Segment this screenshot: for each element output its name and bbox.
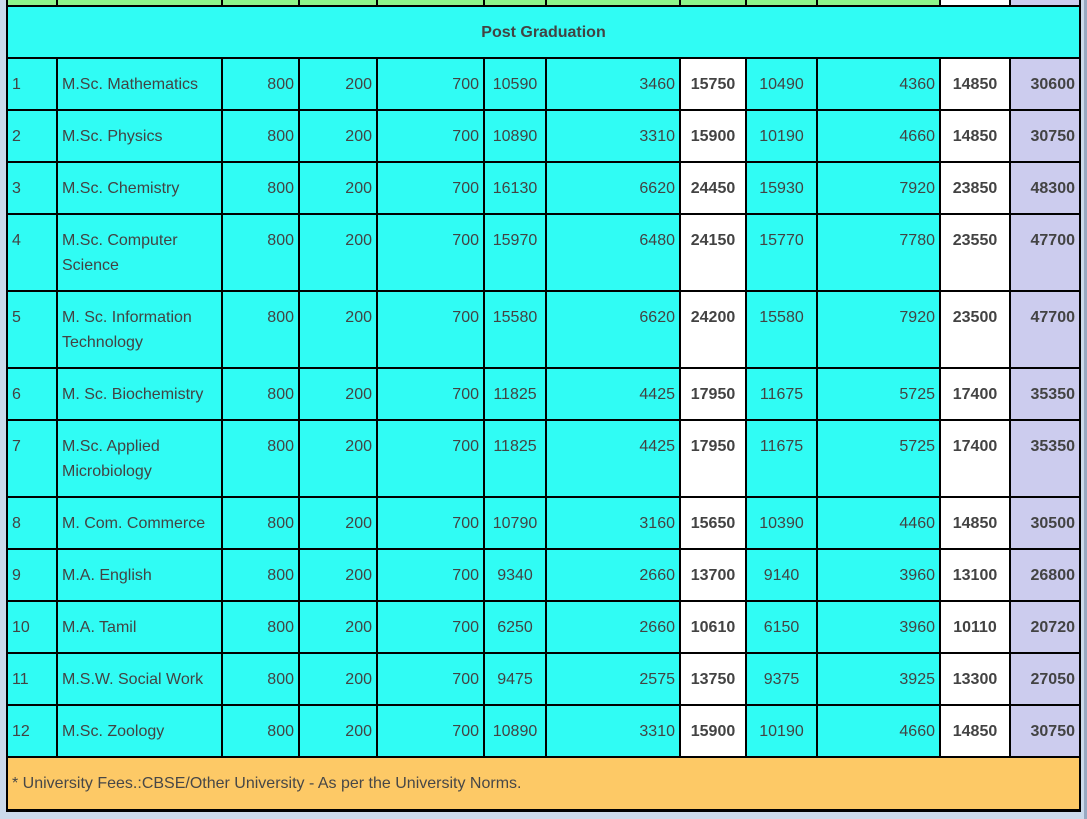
fee-value: 10890 [484,110,546,162]
fee-value: 200 [299,214,377,291]
fee-value: 15930 [746,162,817,214]
semester-total: 17950 [680,420,746,497]
serial-number: 1 [7,58,57,110]
table-foot [7,757,1080,811]
table-row [7,291,1080,368]
table-body [7,58,1080,757]
semester-total: 17400 [940,368,1010,420]
semester-total: 17950 [680,368,746,420]
fee-value: 200 [299,705,377,757]
fee-value: 10190 [746,110,817,162]
course-name: M. Sc. Biochemistry [57,368,222,420]
semester-total: 24450 [680,162,746,214]
fee-value: 700 [377,653,484,705]
semester-total: 15900 [680,705,746,757]
course-name: M.Sc. Computer Science [57,214,222,291]
fee-value: 4660 [817,110,940,162]
fee-value: 4460 [817,497,940,549]
table-row [7,549,1080,601]
table-row [7,162,1080,214]
fee-value: 700 [377,162,484,214]
course-name: M.A. English [57,549,222,601]
section-title: Post Graduation [7,6,1080,58]
fee-value: 15580 [484,291,546,368]
serial-number: 6 [7,368,57,420]
post-graduation-fees-table [6,0,1081,812]
fee-value: 6480 [546,214,680,291]
fee-value: 10790 [484,497,546,549]
fee-value: 10890 [484,705,546,757]
fee-value: 10490 [746,58,817,110]
grand-total: 35350 [1010,368,1080,420]
semester-total: 24150 [680,214,746,291]
fee-value: 700 [377,420,484,497]
footer-note: * University Fees.:CBSE/Other University - As per the University Norms. [7,757,1080,811]
fee-value: 6620 [546,162,680,214]
table-head [7,0,1080,58]
serial-number: 11 [7,653,57,705]
fee-value: 800 [222,291,299,368]
fee-value: 9475 [484,653,546,705]
grand-total: 20720 [1010,601,1080,653]
fee-value: 3960 [817,601,940,653]
fee-value: 11675 [746,368,817,420]
fee-value: 200 [299,58,377,110]
semester-total: 15750 [680,58,746,110]
table-row [7,214,1080,291]
semester-total: 23850 [940,162,1010,214]
semester-total: 23500 [940,291,1010,368]
fee-value: 800 [222,162,299,214]
table-row [7,58,1080,110]
fee-value: 4660 [817,705,940,757]
grand-total: 48300 [1010,162,1080,214]
semester-total: 17400 [940,420,1010,497]
fee-value: 700 [377,291,484,368]
fee-value: 3925 [817,653,940,705]
semester-total: 14850 [940,497,1010,549]
table-row [7,601,1080,653]
fee-value: 700 [377,58,484,110]
semester-total: 15650 [680,497,746,549]
fee-value: 200 [299,653,377,705]
grand-total: 47700 [1010,291,1080,368]
fee-value: 4360 [817,58,940,110]
fee-value: 800 [222,214,299,291]
fee-value: 3460 [546,58,680,110]
fee-value: 800 [222,497,299,549]
fee-value: 2660 [546,601,680,653]
fee-value: 9140 [746,549,817,601]
fee-value: 10590 [484,58,546,110]
semester-total: 14850 [940,705,1010,757]
course-name: M.A. Tamil [57,601,222,653]
semester-total: 10110 [940,601,1010,653]
fee-value: 11825 [484,420,546,497]
course-name: M.Sc. Mathematics [57,58,222,110]
fee-value: 700 [377,601,484,653]
fee-value: 3160 [546,497,680,549]
serial-number: 4 [7,214,57,291]
semester-total: 13700 [680,549,746,601]
fee-value: 5725 [817,368,940,420]
fee-value: 200 [299,420,377,497]
grand-total: 30600 [1010,58,1080,110]
fee-value: 5725 [817,420,940,497]
serial-number: 12 [7,705,57,757]
serial-number: 5 [7,291,57,368]
fee-value: 15580 [746,291,817,368]
fee-value: 200 [299,110,377,162]
fee-value: 6250 [484,601,546,653]
course-name: M.Sc. Physics [57,110,222,162]
fee-value: 6150 [746,601,817,653]
fee-value: 3310 [546,705,680,757]
fee-value: 11675 [746,420,817,497]
fee-value: 800 [222,549,299,601]
table-row [7,705,1080,757]
course-name: M.Sc. Zoology [57,705,222,757]
course-name: M. Sc. Information Technology [57,291,222,368]
section-title-row [7,6,1080,58]
fee-value: 4425 [546,368,680,420]
fee-value: 15970 [484,214,546,291]
footer-note-row [7,757,1080,811]
grand-total: 26800 [1010,549,1080,601]
course-name: M.Sc. Chemistry [57,162,222,214]
fee-value: 200 [299,291,377,368]
fee-value: 6620 [546,291,680,368]
fee-value: 700 [377,110,484,162]
fee-value: 800 [222,368,299,420]
course-name: M.Sc. Applied Microbiology [57,420,222,497]
fee-value: 800 [222,705,299,757]
fee-value: 2660 [546,549,680,601]
fee-value: 7780 [817,214,940,291]
fee-value: 200 [299,368,377,420]
semester-total: 14850 [940,110,1010,162]
fee-value: 200 [299,549,377,601]
fee-value: 11825 [484,368,546,420]
fee-value: 7920 [817,162,940,214]
semester-total: 13750 [680,653,746,705]
fee-value: 700 [377,368,484,420]
fee-value: 800 [222,653,299,705]
fee-value: 7920 [817,291,940,368]
fee-value: 4425 [546,420,680,497]
fee-value: 700 [377,549,484,601]
semester-total: 14850 [940,58,1010,110]
grand-total: 47700 [1010,214,1080,291]
table-row [7,110,1080,162]
fee-value: 3960 [817,549,940,601]
serial-number: 7 [7,420,57,497]
semester-total: 15900 [680,110,746,162]
fee-value: 800 [222,58,299,110]
serial-number: 3 [7,162,57,214]
grand-total: 30750 [1010,705,1080,757]
fee-value: 16130 [484,162,546,214]
table-row [7,368,1080,420]
fee-value: 700 [377,705,484,757]
fee-value: 800 [222,601,299,653]
fee-value: 10190 [746,705,817,757]
serial-number: 8 [7,497,57,549]
semester-total: 23550 [940,214,1010,291]
fee-value: 10390 [746,497,817,549]
fee-value: 800 [222,110,299,162]
grand-total: 35350 [1010,420,1080,497]
table-row [7,653,1080,705]
fee-value: 9375 [746,653,817,705]
grand-total: 27050 [1010,653,1080,705]
grand-total: 30750 [1010,110,1080,162]
course-name: M. Com. Commerce [57,497,222,549]
semester-total: 10610 [680,601,746,653]
fee-value: 9340 [484,549,546,601]
fee-value: 200 [299,601,377,653]
fee-value: 200 [299,162,377,214]
table-row [7,420,1080,497]
grand-total: 30500 [1010,497,1080,549]
table-row [7,497,1080,549]
semester-total: 24200 [680,291,746,368]
serial-number: 9 [7,549,57,601]
semester-total: 13300 [940,653,1010,705]
semester-total: 13100 [940,549,1010,601]
fee-value: 700 [377,214,484,291]
fee-value: 200 [299,497,377,549]
fee-value: 700 [377,497,484,549]
serial-number: 10 [7,601,57,653]
fee-value: 15770 [746,214,817,291]
fee-value: 800 [222,420,299,497]
fee-value: 2575 [546,653,680,705]
serial-number: 2 [7,110,57,162]
course-name: M.S.W. Social Work [57,653,222,705]
fee-value: 3310 [546,110,680,162]
